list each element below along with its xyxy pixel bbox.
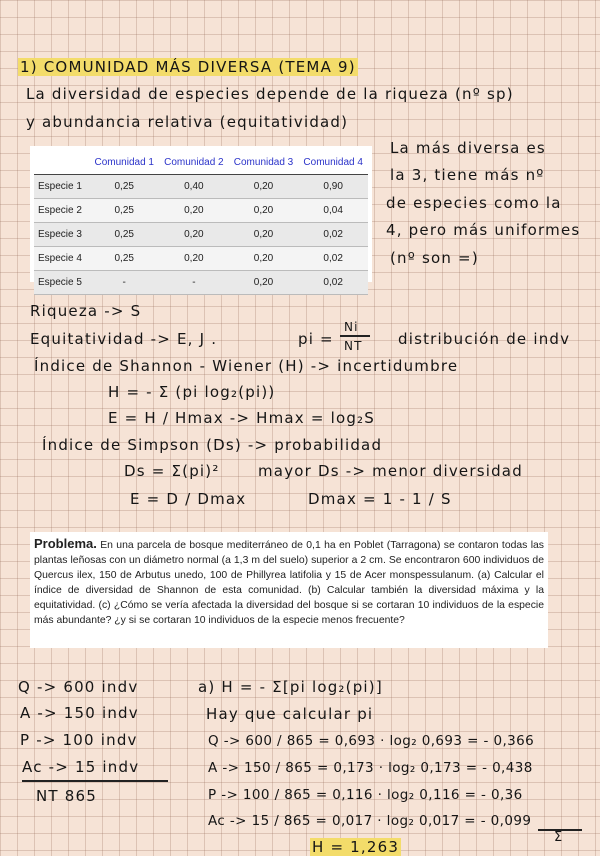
side-note-line: la 3, tiene más nº [390, 166, 545, 184]
table-cell: 0,02 [298, 223, 368, 247]
table-cell: 0,20 [229, 247, 299, 271]
table-cell: Especie 3 [34, 223, 89, 247]
table-header [34, 150, 89, 175]
table-header: Comunidad 4 [298, 150, 368, 175]
table-header: Comunidad 3 [229, 150, 299, 175]
table-cell: Especie 4 [34, 247, 89, 271]
fraction-bar [340, 335, 370, 337]
abundance-table [34, 150, 368, 295]
table-cell: 0,20 [229, 175, 299, 199]
solution-subtitle: Hay que calcular pi [206, 705, 374, 723]
equitatividad-note: Equitatividad -> E, J . [30, 330, 218, 348]
intro-line-1: La diversidad de especies depende de la riqueza (nº sp) [26, 85, 514, 103]
side-note-line: de especies como la [386, 194, 562, 212]
e-formula: E = H / Hmax -> Hmax = log₂S [108, 409, 375, 427]
table-cell: 0,25 [89, 175, 159, 199]
table-cell: 0,20 [159, 247, 229, 271]
table-header: Comunidad 2 [159, 150, 229, 175]
solution-a-formula: a) H = - Σ[pi log₂(pi)] [198, 678, 383, 696]
table-header-row [34, 150, 368, 175]
table-cell: Especie 1 [34, 175, 89, 199]
table-cell: 0,25 [89, 223, 159, 247]
shannon-note: Índice de Shannon - Wiener (H) -> incertidumbre [34, 357, 459, 375]
table-cell: Especie 2 [34, 199, 89, 223]
table-cell: 0,04 [298, 199, 368, 223]
side-note-line: 4, pero más uniformes [386, 221, 581, 239]
sum-mark: Σ [554, 830, 564, 845]
side-note-line: (nº son =) [390, 249, 479, 267]
h-formula: H = - Σ (pi log₂(pi)) [108, 383, 276, 401]
total-underline [22, 780, 168, 782]
problem-title: Problema. [34, 536, 97, 551]
table-cell: 0,20 [229, 199, 299, 223]
problem-statement [30, 532, 548, 648]
table-cell: 0,20 [229, 271, 299, 295]
table-row [34, 175, 368, 199]
table-cell: Especie 5 [34, 271, 89, 295]
e-simpson-formula: E = D / Dmax [130, 490, 247, 508]
problem-text: En una parcela de bosque mediterráneo de 0,1 ha en Poblet (Tarragona) se contaron todas las plantas leñosas con un diámetro normal (a 1,3 m del suelo) superior a 2 cm. Se encontraron 600 individuos de Quercus ilex, 150 de Arbutus unedo, 100 de Phillyrea latifolia y 15 de Acer monspessulanum. (a) Calcular el índice de diversidad de Shannon de esta comunidad. (b) Calcular también la diversidad máxima y la equitatividad. (c) ¿Cómo se vería afectada la diversidad del bosque si se cortaran 10 individuos de la especie más abundante? ¿y si se cortaran 10 individuos de la especie menos frecuente? [34, 540, 544, 626]
dmax-formula: Dmax = 1 - 1 / S [308, 490, 452, 508]
solution-line: Ac -> 15 / 865 = 0,017 · log₂ 0,017 = - 0,099 [208, 813, 532, 829]
table-row [34, 271, 368, 295]
table-cell: 0,25 [89, 247, 159, 271]
partial-result: H = 1,263 [312, 838, 400, 856]
count-line: Ac -> 15 indv [22, 758, 140, 776]
intro-line-2: y abundancia relativa (equitatividad) [26, 113, 349, 131]
count-line: Q -> 600 indv [18, 678, 139, 696]
solution-line: P -> 100 / 865 = 0,116 · log₂ 0,116 = - 0,36 [208, 787, 523, 803]
solution-line: Q -> 600 / 865 = 0,693 · log₂ 0,693 = - 0,366 [208, 733, 535, 749]
table-cell: 0,02 [298, 271, 368, 295]
table-row [34, 223, 368, 247]
simpson-note: Índice de Simpson (Ds) -> probabilidad [42, 436, 383, 454]
count-line: A -> 150 indv [20, 704, 139, 722]
table-cell: 0,25 [89, 199, 159, 223]
table-cell: 0,20 [159, 199, 229, 223]
table-cell: 0,40 [159, 175, 229, 199]
abundance-table-card [30, 146, 372, 288]
pi-numerator: Ni [344, 320, 359, 334]
table-cell: 0,02 [298, 247, 368, 271]
solution-line: A -> 150 / 865 = 0,173 · log₂ 0,173 = - 0,438 [208, 760, 533, 776]
ds-description: mayor Ds -> menor diversidad [258, 462, 523, 480]
table-cell: 0,90 [298, 175, 368, 199]
table-row [34, 247, 368, 271]
table-cell: - [89, 271, 159, 295]
section-heading: 1) COMUNIDAD MÁS DIVERSA (TEMA 9) [20, 58, 356, 76]
table-cell: - [159, 271, 229, 295]
table-cell: 0,20 [159, 223, 229, 247]
pi-lhs: pi = [298, 330, 334, 348]
table-header: Comunidad 1 [89, 150, 159, 175]
total-count: NT 865 [36, 787, 97, 805]
table-cell: 0,20 [229, 223, 299, 247]
table-row [34, 199, 368, 223]
riqueza-note: Riqueza -> S [30, 302, 142, 320]
count-line: P -> 100 indv [20, 731, 138, 749]
side-note-line: La más diversa es [390, 139, 546, 157]
pi-description: distribución de indv [398, 330, 571, 348]
pi-denominator: NT [344, 339, 363, 353]
ds-formula: Ds = Σ(pi)² [124, 462, 220, 480]
